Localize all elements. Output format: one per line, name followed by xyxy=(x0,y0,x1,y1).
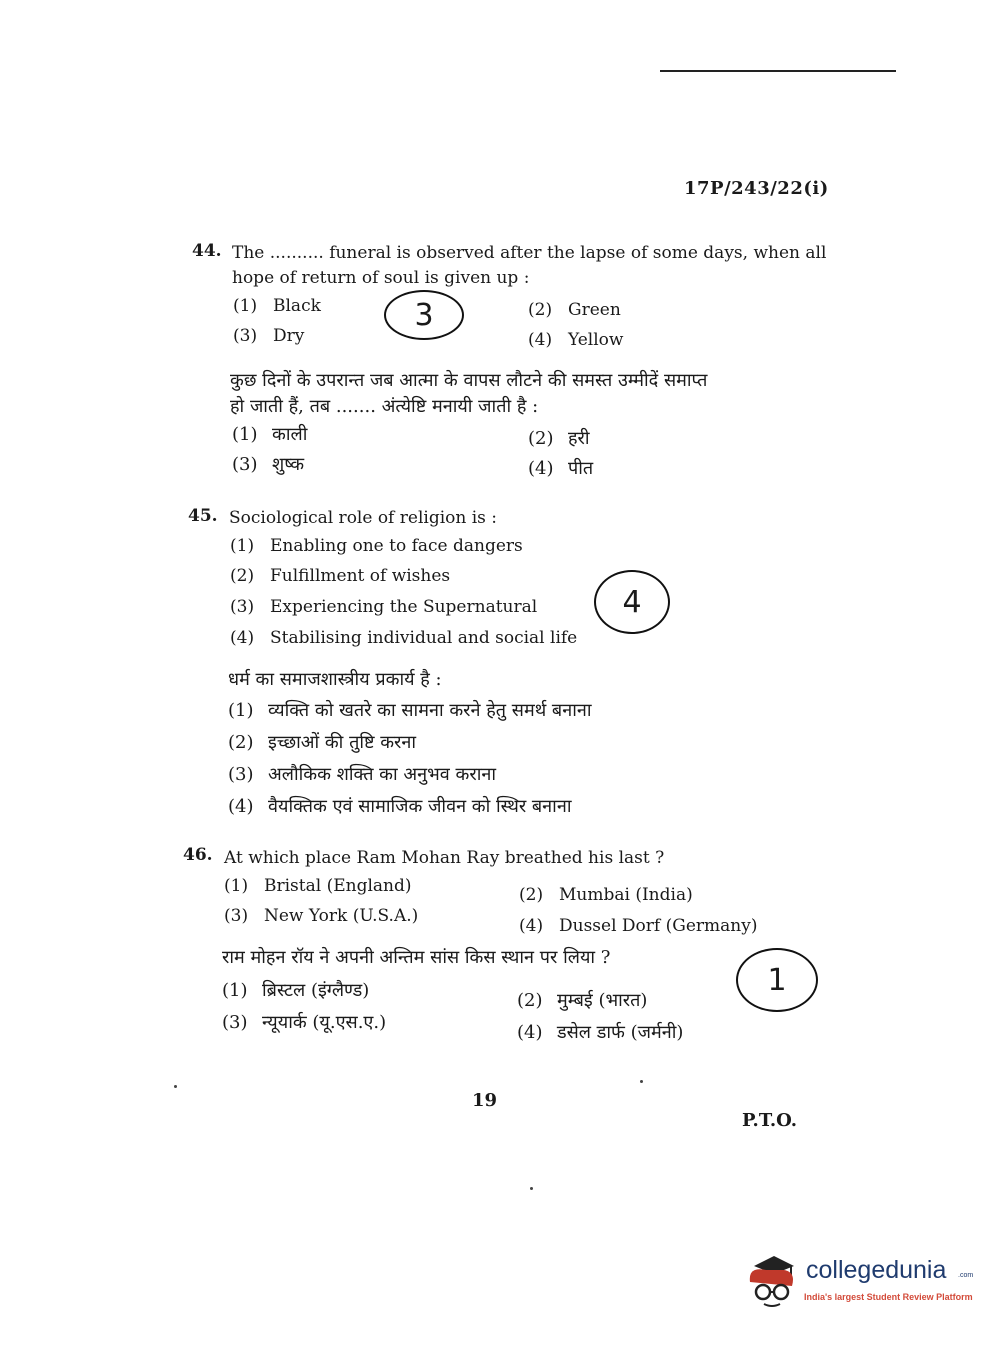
question-text: hope of return of soul is given up : xyxy=(232,268,530,288)
hindi-option-2[interactable]: (2) हरी xyxy=(528,428,590,449)
hindi-option-4[interactable]: (4) पीत xyxy=(528,458,594,479)
hindi-question-text: राम मोहन रॉय ने अपनी अन्तिम सांस किस स्थान पर लिया ? xyxy=(222,947,611,968)
pto-label: P.T.O. xyxy=(742,1110,798,1131)
hindi-option-4[interactable]: (4) वैयक्तिक एवं सामाजिक जीवन को स्थिर बनाना xyxy=(228,796,572,817)
option-3[interactable]: (3) Dry xyxy=(233,326,305,346)
answer-mark-circle: 1 xyxy=(736,948,818,1012)
hindi-option-2[interactable]: (2) मुम्बई (भारत) xyxy=(517,990,648,1011)
question-number: 46. xyxy=(183,845,213,865)
paper-code: 17P/243/22(i) xyxy=(684,178,829,199)
brand-tagline: India's largest Student Review Platform xyxy=(804,1292,973,1302)
hindi-option-3[interactable]: (3) शुष्क xyxy=(232,454,305,475)
option-2[interactable]: (2) Green xyxy=(528,300,621,320)
answer-mark-circle: 4 xyxy=(594,570,670,634)
hindi-option-3[interactable]: (3) अलौकिक शक्ति का अनुभव कराना xyxy=(228,764,497,785)
option-3[interactable]: (3) Experiencing the Supernatural xyxy=(230,597,538,617)
option-4[interactable]: (4) Yellow xyxy=(528,330,624,350)
scan-speck xyxy=(174,1085,177,1088)
option-3[interactable]: (3) New York (U.S.A.) xyxy=(224,906,419,926)
hindi-option-4[interactable]: (4) डसेल डार्फ (जर्मनी) xyxy=(517,1022,684,1043)
hindi-question-text: हो जाती हैं, तब ....... अंत्येष्टि मनायी जाती है : xyxy=(230,396,539,417)
option-1[interactable]: (1) Bristal (England) xyxy=(224,876,412,896)
page-number: 19 xyxy=(472,1090,498,1111)
hindi-option-1[interactable]: (1) काली xyxy=(232,424,308,445)
top-rule xyxy=(660,70,896,72)
collegedunia-logo xyxy=(744,1252,974,1312)
question-text: Sociological role of religion is : xyxy=(229,508,498,528)
hindi-question-text: धर्म का समाजशास्त्रीय प्रकार्य है : xyxy=(228,669,442,690)
hindi-question-text: कुछ दिनों के उपरान्त जब आत्मा के वापस लौटने की समस्त उम्मीदें समाप्त xyxy=(230,370,708,391)
option-4[interactable]: (4) Dussel Dorf (Germany) xyxy=(519,916,758,936)
hindi-option-3[interactable]: (3) न्यूयार्क (यू.एस.ए.) xyxy=(222,1012,387,1033)
option-1[interactable]: (1) Enabling one to face dangers xyxy=(230,536,523,556)
question-text: The .......... funeral is observed after the lapse of some days, when all xyxy=(232,243,827,263)
answer-mark-circle: 3 xyxy=(384,290,464,340)
mascot-icon xyxy=(744,1252,802,1310)
question-text: At which place Ram Mohan Ray breathed his last ? xyxy=(224,848,665,868)
scan-speck xyxy=(640,1080,643,1083)
hindi-option-2[interactable]: (2) इच्छाओं की तुष्टि करना xyxy=(228,732,417,753)
option-1[interactable]: (1) Black xyxy=(233,296,321,316)
question-number: 45. xyxy=(188,506,218,526)
brand-domain: .com xyxy=(958,1272,974,1279)
question-number: 44. xyxy=(192,241,222,261)
brand-name: collegedunia xyxy=(806,1256,947,1284)
scan-speck xyxy=(530,1187,533,1190)
option-2[interactable]: (2) Fulfillment of wishes xyxy=(230,566,451,586)
hindi-option-1[interactable]: (1) ब्रिस्टल (इंग्लैण्ड) xyxy=(222,980,370,1001)
option-2[interactable]: (2) Mumbai (India) xyxy=(519,885,693,905)
hindi-option-1[interactable]: (1) व्यक्ति को खतरे का सामना करने हेतु समर्थ बनाना xyxy=(228,700,592,721)
option-4[interactable]: (4) Stabilising individual and social life xyxy=(230,628,578,648)
